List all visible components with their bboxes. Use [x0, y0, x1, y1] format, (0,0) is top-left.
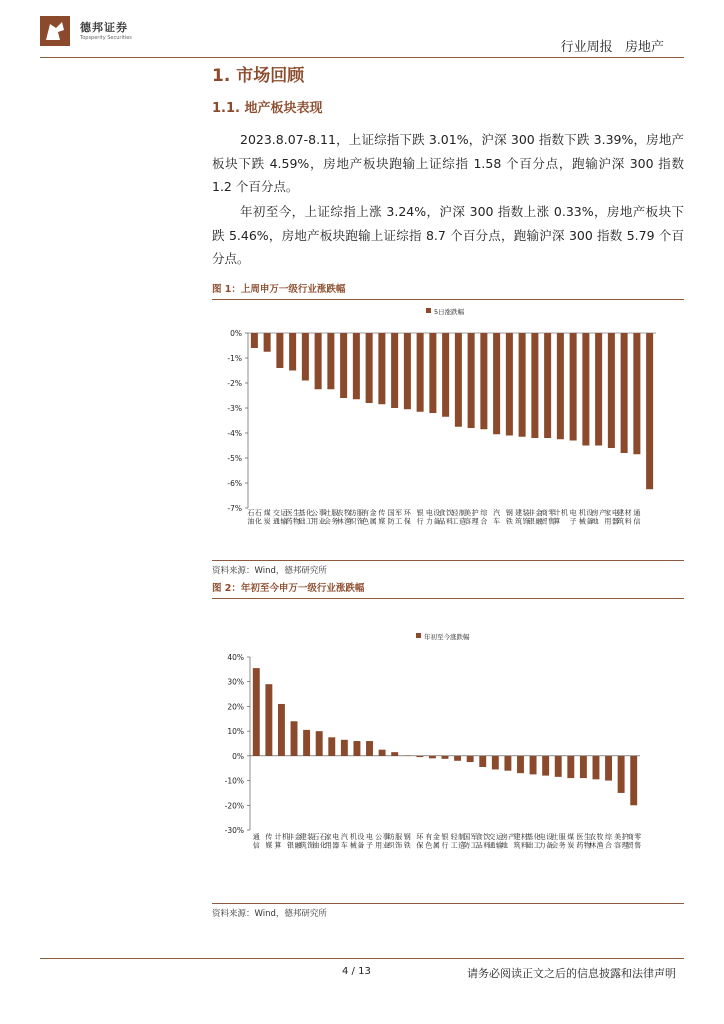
bar — [302, 333, 309, 381]
y-tick-label: -30% — [224, 826, 244, 835]
y-tick-label: -7% — [227, 504, 242, 513]
header-divider — [40, 57, 684, 58]
x-tick-label: 国防军工 — [387, 509, 403, 526]
x-tick-label: 家用电器 — [324, 833, 340, 850]
figure-2-source: 资料来源：Wind，德邦研究所 — [212, 903, 684, 919]
x-tick-label: 电力设备 — [425, 509, 441, 526]
report-type: 行业周报 — [560, 40, 613, 55]
x-tick-label: 非银金融 — [287, 833, 302, 850]
bar — [646, 333, 653, 489]
bar — [493, 333, 500, 434]
x-tick-label: 国防军工 — [463, 833, 478, 850]
bar — [593, 756, 600, 779]
x-tick-label: 房地产 — [591, 509, 607, 526]
x-tick-label: 轻工制造 — [450, 833, 466, 850]
y-tick-label: -20% — [224, 801, 244, 811]
x-tick-label: 商贸零售 — [540, 509, 556, 526]
figure-2-chart — [212, 597, 684, 901]
x-tick-label: 农林牧渔 — [588, 833, 604, 850]
x-tick-label: 建筑材料 — [617, 509, 632, 526]
bar — [621, 333, 628, 453]
bar — [480, 333, 487, 429]
bar — [517, 756, 524, 773]
y-tick-label: -6% — [227, 479, 242, 488]
x-tick-label: 有色金属 — [362, 509, 377, 526]
bar — [506, 333, 513, 436]
x-tick-label: 建筑装饰 — [299, 833, 315, 850]
paragraph-weekly: 2023.8.07-8.11，上证综指下跌 3.01%，沪深 300 指数下跌 3.39%，房地产板块下跌 4.59%，房地产板块跑输上证综指 1.58 个百分点，跑输沪深 300 指数 1.2 个百分点。 — [212, 132, 684, 194]
x-tick-label: 纺织服饰 — [387, 833, 403, 850]
bar — [544, 333, 551, 438]
bar — [492, 756, 499, 770]
x-tick-label: 公用事业 — [311, 509, 326, 526]
legend-label: 年初至今涨跌幅 — [424, 633, 470, 641]
x-tick-label: 钢铁 — [505, 509, 513, 526]
bar — [531, 333, 538, 438]
x-tick-label: 医药生物 — [576, 833, 591, 850]
bar — [504, 756, 511, 771]
x-tick-label: 石油石化 — [247, 509, 262, 526]
bar — [353, 741, 360, 756]
x-tick-label: 传媒 — [378, 509, 386, 526]
report-header — [561, 36, 664, 55]
x-tick-label: 通信 — [252, 833, 260, 850]
y-tick-label: 0% — [230, 329, 242, 338]
bar — [327, 333, 334, 389]
y-tick-label: -5% — [227, 454, 242, 463]
bar — [442, 333, 449, 417]
bar — [404, 333, 411, 409]
bar — [557, 333, 564, 439]
x-tick-label: 汽车 — [493, 509, 501, 526]
x-tick-label: 房地产 — [500, 833, 516, 850]
x-tick-label: 电力设备 — [538, 833, 554, 850]
brand-english-name: Topsperity Securities — [80, 35, 132, 41]
x-tick-label: 基础化工 — [298, 509, 313, 526]
bar — [530, 756, 537, 775]
bar — [391, 752, 398, 756]
bar — [366, 741, 373, 756]
bar — [468, 333, 475, 428]
x-tick-label: 通信 — [633, 509, 641, 526]
bar — [378, 333, 385, 404]
x-tick-label: 医药生物 — [285, 509, 301, 526]
y-tick-label: -3% — [227, 404, 242, 413]
x-tick-label: 商贸零售 — [626, 833, 642, 850]
footer-divider — [40, 958, 684, 959]
x-tick-label: 汽车 — [340, 833, 348, 850]
x-tick-label: 轻工制造 — [451, 509, 466, 526]
bar — [454, 756, 461, 761]
x-tick-label: 计算机 — [553, 509, 568, 526]
bar — [580, 756, 587, 778]
bar — [251, 333, 258, 348]
bar — [582, 333, 589, 446]
x-tick-label: 环保 — [416, 833, 424, 850]
paragraph-ytd: 年初至今，上证综指上涨 3.24%，沪深 300 指数上涨 0.33%，房地产板块下跌 5.46%，房地产板块跑输上证综指 8.7 个百分点，跑输沪深 300 指数 5.79 个百分点。 — [212, 204, 684, 266]
brand-logo-icon — [40, 16, 70, 46]
x-tick-label: 石油石化 — [312, 833, 327, 850]
x-tick-label: 农林牧渔 — [336, 509, 352, 526]
y-tick-label: 40% — [227, 653, 244, 662]
y-tick-label: -1% — [227, 354, 242, 363]
x-tick-label: 交通运输 — [488, 833, 503, 850]
bar — [570, 333, 577, 441]
figure-1-title: 图 1：上周申万一级行业涨跌幅 — [212, 281, 684, 300]
report-sector: 房地产 — [624, 40, 664, 55]
figure-1-chart — [212, 298, 684, 560]
bar — [429, 756, 436, 758]
bar — [618, 756, 625, 793]
bar — [328, 737, 335, 756]
legend-swatch — [426, 308, 431, 313]
bar — [555, 756, 562, 777]
x-tick-label: 传媒 — [265, 833, 273, 850]
bar — [567, 756, 574, 778]
bar — [605, 756, 612, 781]
x-tick-label: 建筑装饰 — [515, 509, 530, 526]
x-tick-label: 家用电器 — [604, 509, 619, 526]
x-tick-label: 社会服务 — [551, 833, 566, 850]
x-tick-label: 电子 — [366, 833, 374, 850]
y-tick-label: -4% — [227, 429, 242, 438]
x-tick-label: 机械设备 — [349, 833, 365, 850]
bar — [341, 740, 348, 756]
bar — [630, 756, 637, 805]
bar — [542, 756, 549, 776]
x-tick-label: 银行 — [416, 509, 424, 526]
y-tick-label: 20% — [227, 702, 244, 712]
x-tick-label: 煤炭 — [567, 833, 575, 850]
bar — [315, 333, 322, 389]
bar — [467, 756, 474, 762]
bar — [595, 333, 602, 446]
bar — [429, 333, 436, 413]
legend-swatch — [416, 633, 421, 638]
x-tick-label: 综合 — [605, 833, 613, 850]
bar — [479, 756, 486, 767]
bar — [303, 730, 310, 756]
x-tick-label: 钢铁 — [403, 833, 411, 850]
bar — [276, 333, 283, 368]
bar — [289, 333, 296, 371]
x-tick-label: 机械设备 — [578, 509, 594, 526]
bar — [455, 333, 462, 427]
disclaimer: 请务必阅读正文之后的信息披露和法律声明 — [467, 967, 676, 980]
bar — [353, 333, 360, 399]
bar — [291, 721, 298, 756]
x-tick-label: 公用事业 — [375, 833, 390, 850]
x-tick-label: 环保 — [403, 509, 411, 526]
x-tick-label: 煤炭 — [263, 509, 271, 526]
y-tick-label: -10% — [224, 776, 244, 786]
figure-2-title: 图 2：年初至今申万一级行业涨跌幅 — [212, 580, 684, 599]
bar — [416, 756, 423, 757]
bar — [442, 756, 449, 759]
y-tick-label: 30% — [227, 677, 244, 687]
x-tick-label: 基础化工 — [526, 833, 541, 850]
bar — [278, 704, 285, 756]
x-tick-label: 食品饮料 — [475, 833, 491, 850]
x-tick-label: 纺织服饰 — [349, 509, 364, 526]
x-tick-label: 综合 — [480, 509, 488, 526]
bar — [253, 668, 260, 756]
x-tick-label: 交通运输 — [272, 509, 288, 526]
x-tick-label: 社会服务 — [323, 509, 339, 526]
bar — [316, 731, 323, 756]
bar — [519, 333, 526, 437]
x-tick-label: 银行 — [441, 833, 449, 850]
bar — [379, 750, 386, 756]
x-tick-label: 非银金融 — [527, 509, 543, 526]
x-tick-label: 美容护理 — [464, 509, 479, 526]
x-tick-label: 建筑材料 — [513, 833, 528, 850]
bar — [608, 333, 615, 448]
x-tick-label: 有色金属 — [425, 833, 440, 850]
x-tick-label: 食品饮料 — [438, 509, 454, 526]
brand-logo — [40, 16, 160, 50]
subsection-heading: 1.1. 地产板块表现 — [212, 101, 323, 116]
bar — [264, 333, 271, 352]
bar — [633, 333, 640, 454]
x-tick-label: 计算机 — [274, 833, 289, 850]
section-heading: 1. 市场回顾 — [212, 66, 305, 86]
bar — [366, 333, 373, 403]
page-number: 4 / 13 — [342, 966, 371, 977]
legend-label: 5日涨跌幅 — [434, 308, 465, 316]
bar — [340, 333, 347, 398]
y-tick-label: 10% — [227, 727, 244, 737]
x-tick-label: 美容护理 — [614, 833, 629, 850]
x-tick-label: 电子 — [569, 509, 577, 526]
brand-name: 德邦证券 — [80, 21, 128, 34]
y-tick-label: -2% — [227, 379, 242, 388]
bar — [265, 684, 272, 756]
bar — [417, 333, 424, 412]
figure-1-source: 资料来源：Wind，德邦研究所 — [212, 560, 684, 576]
y-tick-label: 0% — [232, 751, 244, 761]
bar — [391, 333, 398, 408]
